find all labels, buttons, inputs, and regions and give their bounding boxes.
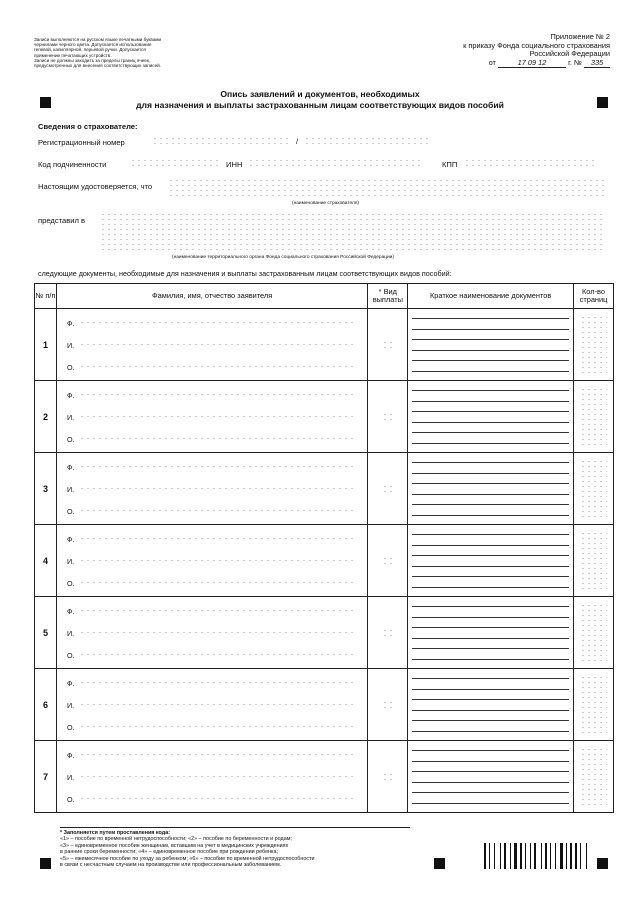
patronymic-letter: О. xyxy=(66,723,75,732)
barcode-bar xyxy=(525,843,526,869)
footnote-heading: * Заполняется путем проставления кода: xyxy=(60,830,170,836)
header-payment-type: * Вид выплаты xyxy=(368,284,408,309)
insurer-name-caption: (наименование страхователя) xyxy=(292,201,360,206)
applicant-name-cell xyxy=(56,309,367,381)
footnote-line: «1» – пособие по временной нетрудоспособности; «2» – пособие по беременности и родам; xyxy=(60,836,292,843)
payment-type-field[interactable] xyxy=(382,628,394,638)
patronymic-letter: О. xyxy=(66,363,75,372)
surname-field[interactable] xyxy=(79,392,355,398)
name-letter: И. xyxy=(66,413,75,422)
appendix-number: 335 xyxy=(584,59,610,69)
barcode-bar xyxy=(530,843,531,869)
appendix-line: Российской Федерации xyxy=(529,49,610,59)
note-line: Записи выполняются на русском языке печатными буквами xyxy=(34,37,162,42)
barcode-bar xyxy=(489,843,490,869)
header-name: Фамилия, имя, отчество заявителя xyxy=(56,284,367,309)
name-letter: И. xyxy=(66,341,75,350)
applicant-name-cell xyxy=(56,597,367,669)
barcode-bar xyxy=(566,843,567,869)
surname-letter: Ф. xyxy=(66,679,75,688)
footnote-line: в связи с несчастным случаем на производстве или профессиональным заболеванием. xyxy=(60,862,282,869)
barcode-bar xyxy=(575,843,577,869)
barcode-bar xyxy=(494,843,495,869)
surname-letter: Ф. xyxy=(66,751,75,760)
subordination-code-label: Код подчиненности xyxy=(38,160,107,169)
barcode-bar xyxy=(555,843,556,869)
certify-label: Настоящим удостоверяется, что xyxy=(38,182,153,191)
applicant-name-cell xyxy=(56,525,367,597)
barcode-bar xyxy=(534,843,536,869)
insurer-section-heading: Сведения о страхователе: xyxy=(38,122,138,131)
header-page-count: Кол-во страниц xyxy=(574,284,614,309)
payment-type-cell[interactable] xyxy=(368,381,408,453)
header-documents: Краткое наименование документов xyxy=(408,284,574,309)
payment-type-field[interactable] xyxy=(382,340,394,350)
name-letter: И. xyxy=(66,629,75,638)
patronymic-field[interactable] xyxy=(79,796,355,802)
footnote-line: «3» – единовременное пособие женщинам, вставшим на учет в медицинских учреждениях xyxy=(60,842,289,849)
patronymic-letter: О. xyxy=(66,651,75,660)
surname-letter: Ф. xyxy=(66,319,75,328)
barcode-bar xyxy=(510,843,511,869)
payment-type-cell[interactable] xyxy=(368,741,408,813)
footnote-line: «5» – ежемесячное пособие по уходу за ребенком; «6» – пособие по временной нетрудоспособности xyxy=(60,855,315,862)
surname-field[interactable] xyxy=(79,536,355,542)
applicant-name-cell xyxy=(56,669,367,741)
surname-field[interactable] xyxy=(79,608,355,614)
note-line: применение печатающих устройств. xyxy=(34,52,112,58)
surname-field[interactable] xyxy=(79,752,355,758)
fss-body-caption: (наименование территориального органа Фонда социального страхования Российской Федерации) xyxy=(172,255,394,260)
patronymic-field[interactable] xyxy=(79,580,355,586)
registration-marker xyxy=(597,858,608,869)
note-line: Записи не должны заходить за пределы границ ячеек, xyxy=(34,57,151,63)
note-line: гелевой, капиллярной, перьевой ручки. Допускается xyxy=(34,47,146,53)
name-letter: И. xyxy=(66,557,75,566)
barcode-bar xyxy=(484,843,486,869)
footnote-line: в ранние сроки беременности; «4» – единовременное пособие при рождении ребенка; xyxy=(60,849,279,856)
barcode-bar xyxy=(500,843,501,869)
kpp-label: КПП xyxy=(442,160,458,169)
first-name-field[interactable] xyxy=(79,702,355,708)
name-letter: И. xyxy=(66,773,75,782)
surname-field[interactable] xyxy=(79,320,355,326)
applicant-name-cell xyxy=(56,381,367,453)
patronymic-field[interactable] xyxy=(79,436,355,442)
appendix-line: Приложение № 2 xyxy=(550,32,610,41)
registration-marker xyxy=(597,97,608,108)
surname-letter: Ф. xyxy=(66,607,75,616)
row-number: 6 xyxy=(35,669,57,741)
payment-type-field[interactable] xyxy=(382,772,394,782)
payment-type-cell[interactable] xyxy=(368,669,408,741)
barcode-bar xyxy=(586,843,587,869)
surname-letter: Ф. xyxy=(66,391,75,400)
registration-marker xyxy=(434,858,445,869)
patronymic-letter: О. xyxy=(66,435,75,444)
payment-type-field[interactable] xyxy=(382,700,394,710)
surname-letter: Ф. xyxy=(66,535,75,544)
name-letter: И. xyxy=(66,701,75,710)
title-line: для назначения и выплаты застрахованным лицам соответствующих видов пособий xyxy=(136,99,504,110)
barcode-bar xyxy=(520,843,522,869)
inn-field[interactable] xyxy=(248,158,423,170)
registration-marker xyxy=(40,97,51,108)
patronymic-field[interactable] xyxy=(79,508,355,514)
patronymic-letter: О. xyxy=(66,579,75,588)
patronymic-letter: О. xyxy=(66,507,75,516)
applicant-name-cell xyxy=(56,453,367,525)
first-name-field[interactable] xyxy=(79,630,355,636)
registration-marker xyxy=(40,858,51,869)
first-name-field[interactable] xyxy=(79,486,355,492)
submitted-to-label: представил в xyxy=(38,216,86,225)
payment-type-field[interactable] xyxy=(382,556,394,566)
patronymic-letter: О. xyxy=(66,795,75,804)
payment-type-cell[interactable] xyxy=(368,309,408,381)
first-name-field[interactable] xyxy=(79,558,355,564)
reg-number-label: Регистрационный номер xyxy=(38,138,125,147)
payment-type-cell[interactable] xyxy=(368,453,408,525)
note-line: предусмотренных для внесения соответствующих записей. xyxy=(34,63,161,69)
barcode xyxy=(484,0,594,905)
first-name-field[interactable] xyxy=(79,342,355,348)
row-number: 3 xyxy=(35,453,57,525)
title-line: Опись заявлений и документов, необходимых xyxy=(220,89,420,99)
appendix-date: 17 09 12 xyxy=(498,59,566,69)
row-number: 5 xyxy=(35,597,57,669)
reg-number-part1-field[interactable] xyxy=(152,136,292,148)
barcode-bar xyxy=(514,843,517,869)
patronymic-field[interactable] xyxy=(79,724,355,730)
payment-type-cell[interactable] xyxy=(368,525,408,597)
surname-letter: Ф. xyxy=(66,463,75,472)
row-number: 7 xyxy=(35,741,57,813)
barcode-bar xyxy=(570,843,572,869)
first-name-field[interactable] xyxy=(79,414,355,420)
patronymic-field[interactable] xyxy=(79,652,355,658)
first-name-field[interactable] xyxy=(79,774,355,780)
inn-label: ИНН xyxy=(226,160,243,169)
appendix-line: к приказу Фонда социального страхования xyxy=(463,40,610,50)
barcode-bar xyxy=(560,843,563,869)
barcode-bar xyxy=(504,843,506,869)
patronymic-field[interactable] xyxy=(79,364,355,370)
footnote xyxy=(60,827,410,868)
subordination-code-field[interactable] xyxy=(130,158,220,170)
payment-type-cell[interactable] xyxy=(368,597,408,669)
barcode-bar xyxy=(550,843,551,869)
filling-instructions xyxy=(34,37,224,68)
name-letter: И. xyxy=(66,485,75,494)
documents-intro: следующие документы, необходимые для назначения и выплаты застрахованным лицам соответствующих видов пособий: xyxy=(38,269,452,278)
applicant-name-cell xyxy=(56,741,367,813)
row-number: 4 xyxy=(35,525,57,597)
barcode-bar xyxy=(545,843,547,869)
payment-type-field[interactable] xyxy=(382,484,394,494)
appendix-date-line: от 17 09 12 г. № 335 xyxy=(410,59,610,69)
surname-field[interactable] xyxy=(79,464,355,470)
row-number: 2 xyxy=(35,381,57,453)
barcode-bar xyxy=(580,843,581,869)
row-number: 1 xyxy=(35,309,57,381)
surname-field[interactable] xyxy=(79,680,355,686)
reg-number-part2-field[interactable] xyxy=(304,136,430,148)
reg-number-slash: / xyxy=(296,137,299,146)
barcode-bar xyxy=(541,843,542,869)
payment-type-field[interactable] xyxy=(382,412,394,422)
note-line: чернилами черного цвета. Допускается использование xyxy=(34,42,152,48)
header-number: № п/п xyxy=(35,284,57,309)
